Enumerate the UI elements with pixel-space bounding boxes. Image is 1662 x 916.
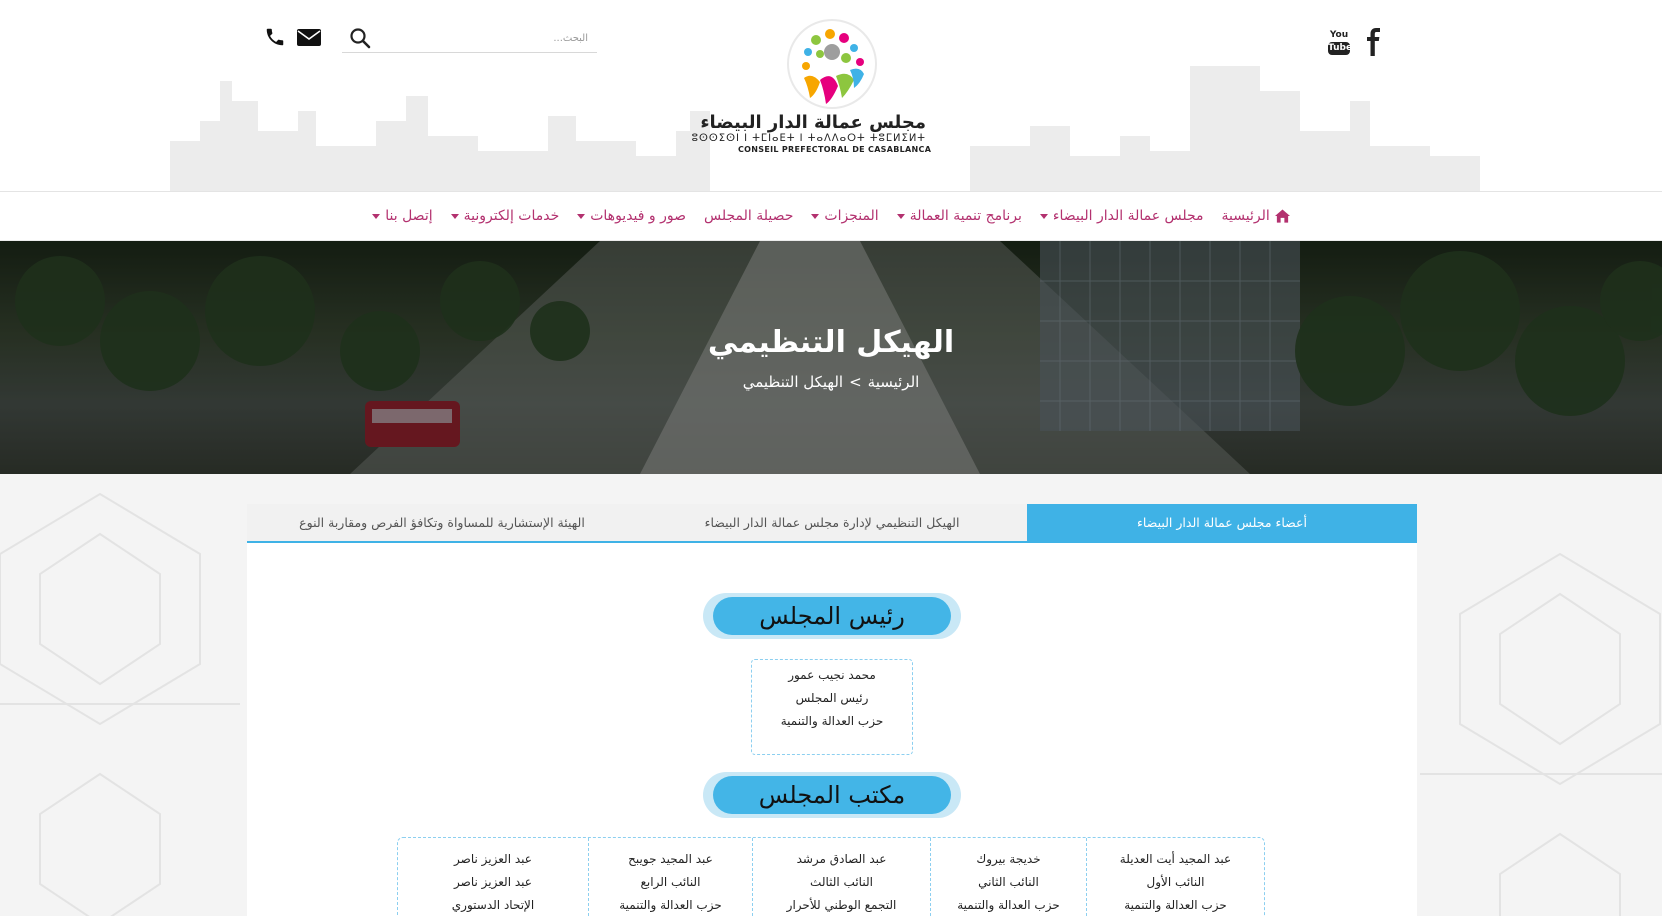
member-card: [752, 838, 930, 916]
home-icon: [1275, 209, 1290, 223]
logo-tifinagh-title: ⵓⵙⵙⵉⵙⵏ ⵏ ⵜⵎⵏⴰⴹⵜ ⵏ ⵜⴰⴷⴷⴰⵔⵜ ⵜⵓⵎⵍⵉⵍⵜ: [691, 133, 926, 144]
caret-down-icon: [577, 214, 585, 219]
member-card: [1086, 838, 1264, 916]
caret-down-icon: [451, 214, 459, 219]
nav-item-achievements[interactable]: [811, 208, 878, 224]
member-role: عبد العزيز ناصر: [454, 875, 532, 889]
tab-equality-committee[interactable]: الهيئة الإستشارية للمساواة وتكافؤ الفرص ومقاربة النوع: [299, 515, 585, 530]
president-role: رئيس المجلس: [795, 691, 869, 705]
breadcrumb-current: الهيكل التنظيمي: [742, 373, 844, 391]
social-links: [1328, 28, 1382, 56]
nav-item-label: برنامج تنمية العمالة: [909, 208, 1022, 224]
president-party: حزب العدالة والتنمية: [780, 714, 884, 728]
caret-down-icon: [372, 214, 380, 219]
member-name: عبد المجيد جويبح: [628, 852, 713, 866]
caret-down-icon: [1040, 214, 1048, 219]
member-card: [398, 838, 588, 916]
nav-item-label: إتصل بنا: [385, 208, 433, 224]
nav-item-label: المنجزات: [824, 208, 879, 224]
search-input[interactable]: [388, 24, 588, 52]
page-banner: [0, 241, 1662, 474]
president-heading-pill: [703, 593, 961, 639]
nav-item-label: خدمات إلكترونية: [463, 208, 560, 224]
caret-down-icon: [897, 214, 905, 219]
president-card: [751, 659, 913, 755]
member-party: حزب العدالة والتنمية: [619, 898, 722, 912]
nav-item-label: صور و فيديوهات: [590, 208, 686, 224]
phone-icon[interactable]: [264, 26, 286, 48]
youtube-icon[interactable]: You Tube: [1328, 30, 1353, 53]
tab-administration-structure[interactable]: الهيكل التنظيمي لإدارة مجلس عمالة الدار البيضاء: [704, 515, 960, 530]
member-name: عبد المجيد أيت العديلة: [1119, 852, 1232, 866]
member-party: حزب العدالة والتنمية: [957, 898, 1060, 912]
site-header: [0, 0, 1662, 191]
member-role: النائب الثالث: [810, 875, 873, 889]
member-name: عبد العزيز ناصر: [454, 852, 532, 866]
facebook-icon[interactable]: [1364, 28, 1382, 56]
council-logo[interactable]: [691, 18, 932, 173]
breadcrumb: [0, 373, 1662, 391]
member-name: خديجة بيروك: [976, 852, 1041, 866]
envelope-icon[interactable]: [296, 26, 322, 48]
contact-links: [264, 26, 322, 48]
nav-item-council[interactable]: [1040, 208, 1204, 224]
nav-item-council-results[interactable]: [704, 208, 793, 224]
bureau-heading: مكتب المجلس: [713, 776, 951, 814]
nav-item-media[interactable]: [577, 208, 686, 224]
nav-item-e-services[interactable]: [451, 208, 560, 224]
logo-french-title: CONSEIL PREFECTORAL DE CASABLANCA: [738, 145, 932, 154]
breadcrumb-separator: >: [849, 373, 862, 391]
member-card: [930, 838, 1086, 916]
nav-item-label: مجلس عمالة الدار البيضاء: [1052, 208, 1204, 224]
nav-item-label: الرئيسية: [1221, 208, 1270, 224]
members-tabs: [247, 504, 1417, 543]
bureau-heading-pill: [703, 772, 961, 818]
main-navigation: [0, 191, 1662, 241]
president-heading: رئيس المجلس: [713, 597, 951, 635]
nav-item-label: حصيلة المجلس: [704, 208, 794, 224]
caret-down-icon: [811, 214, 819, 219]
breadcrumb-home-link[interactable]: الرئيسية: [867, 373, 920, 391]
member-role: النائب الأول: [1146, 875, 1205, 889]
search-icon[interactable]: [348, 26, 372, 50]
logo-arabic-title: مجلس عمالة الدار البيضاء: [700, 112, 926, 133]
nav-item-home[interactable]: [1222, 208, 1290, 224]
nav-item-contact[interactable]: [372, 208, 432, 224]
president-name: محمد نجيب عمور: [788, 668, 876, 682]
member-role: النائب الرابع: [640, 875, 701, 889]
nav-item-development-program[interactable]: [897, 208, 1022, 224]
bureau-members-row: [397, 837, 1265, 916]
member-party: الإتحاد الدستوري: [451, 898, 535, 912]
member-party: حزب العدالة والتنمية: [1124, 898, 1227, 912]
member-role: النائب الثاني: [978, 875, 1039, 889]
member-name: عبد الصادق مرشد: [796, 852, 887, 866]
page-title: الهيكل التنظيمي: [707, 325, 955, 360]
org-chart-panel: [247, 543, 1417, 916]
member-card: [588, 838, 752, 916]
tab-council-members[interactable]: أعضاء مجلس عمالة الدار البيضاء: [1027, 504, 1417, 541]
member-party: التجمع الوطني للأحرار: [786, 898, 897, 912]
logo-emblem-icon: [786, 18, 878, 110]
search-bar: [342, 24, 597, 53]
